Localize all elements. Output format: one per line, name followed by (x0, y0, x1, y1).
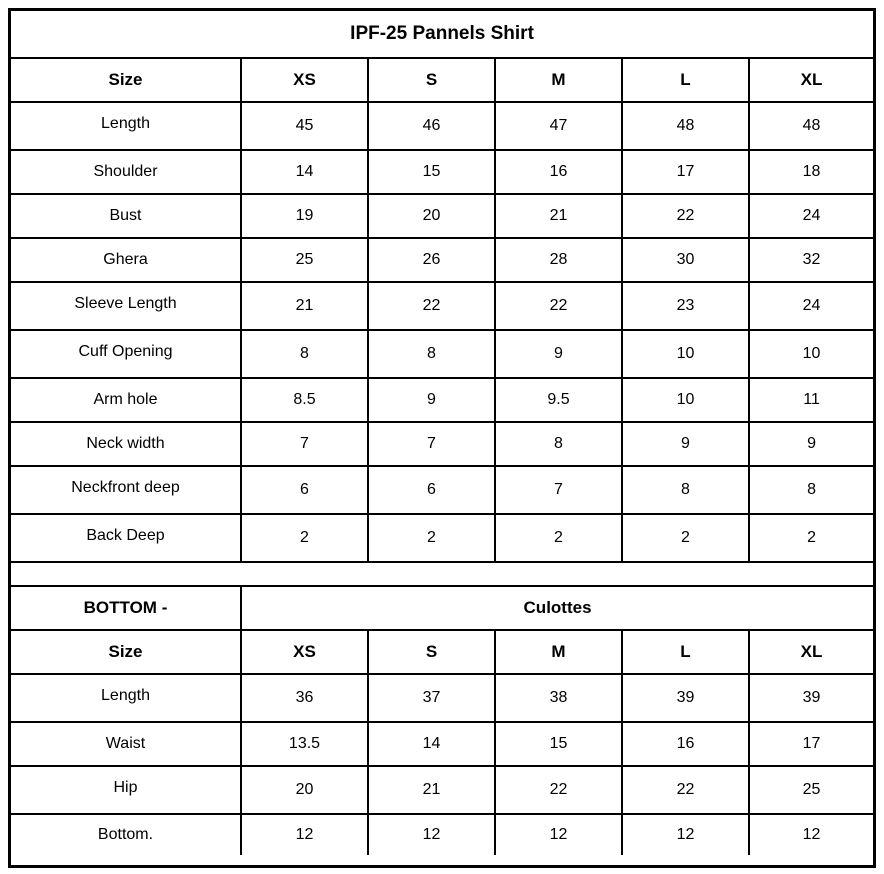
cell-m: 15 (495, 722, 622, 766)
bottom-section-row (11, 586, 873, 630)
row-label: Hip (11, 766, 241, 814)
size-header: Size (11, 630, 241, 674)
spacer-cell (11, 562, 873, 586)
cell-s: 46 (368, 102, 495, 150)
cell-s: 9 (368, 378, 495, 422)
cell-xl: 2 (749, 514, 873, 562)
cell-l: 8 (622, 466, 749, 514)
row-label: Length (11, 674, 241, 722)
cell-l: 48 (622, 102, 749, 150)
cell-l: 23 (622, 282, 749, 330)
section-spacer-row (11, 562, 873, 586)
table-row (11, 766, 873, 814)
chart-title: IPF-25 Pannels Shirt (11, 11, 873, 58)
table-row (11, 514, 873, 562)
cell-m: 22 (495, 282, 622, 330)
table-row (11, 722, 873, 766)
cell-xl: 11 (749, 378, 873, 422)
table-row (11, 282, 873, 330)
cell-xl: 24 (749, 282, 873, 330)
table-row (11, 814, 873, 855)
cell-xs: 8 (241, 330, 368, 378)
cell-xs: 21 (241, 282, 368, 330)
cell-xs: 14 (241, 150, 368, 194)
cell-l: 16 (622, 722, 749, 766)
cell-xl: 48 (749, 102, 873, 150)
row-label: Neckfront deep (11, 466, 241, 514)
cell-xs: 2 (241, 514, 368, 562)
table-row (11, 330, 873, 378)
row-label: Shoulder (11, 150, 241, 194)
size-chart-frame (8, 8, 876, 868)
size-s-header: S (368, 58, 495, 102)
cell-xl: 12 (749, 814, 873, 855)
cell-m: 7 (495, 466, 622, 514)
size-xl-header: XL (749, 58, 873, 102)
table-row (11, 422, 873, 466)
cell-s: 20 (368, 194, 495, 238)
cell-xs: 36 (241, 674, 368, 722)
size-m-header: M (495, 58, 622, 102)
cell-xl: 25 (749, 766, 873, 814)
size-l-header: L (622, 58, 749, 102)
table-row (11, 194, 873, 238)
cell-l: 22 (622, 766, 749, 814)
cell-m: 12 (495, 814, 622, 855)
cell-s: 12 (368, 814, 495, 855)
cell-xl: 39 (749, 674, 873, 722)
cell-s: 14 (368, 722, 495, 766)
row-label: Length (11, 102, 241, 150)
cell-m: 47 (495, 102, 622, 150)
table-row (11, 238, 873, 282)
top-header-row (11, 58, 873, 102)
cell-s: 2 (368, 514, 495, 562)
size-xs-header: XS (241, 630, 368, 674)
table-row (11, 102, 873, 150)
cell-xs: 25 (241, 238, 368, 282)
cell-s: 37 (368, 674, 495, 722)
row-label: Back Deep (11, 514, 241, 562)
cell-xs: 45 (241, 102, 368, 150)
bottom-section-name: Culottes (241, 586, 873, 630)
cell-xs: 12 (241, 814, 368, 855)
cell-s: 15 (368, 150, 495, 194)
table-row (11, 674, 873, 722)
cell-m: 21 (495, 194, 622, 238)
cell-xs: 20 (241, 766, 368, 814)
cell-l: 10 (622, 330, 749, 378)
row-label: Sleeve Length (11, 282, 241, 330)
cell-xs: 7 (241, 422, 368, 466)
cell-xl: 9 (749, 422, 873, 466)
row-label: Neck width (11, 422, 241, 466)
row-label: Ghera (11, 238, 241, 282)
cell-xs: 13.5 (241, 722, 368, 766)
cell-s: 7 (368, 422, 495, 466)
size-chart-table (11, 11, 873, 855)
cell-xl: 17 (749, 722, 873, 766)
cell-xs: 19 (241, 194, 368, 238)
cell-xl: 32 (749, 238, 873, 282)
row-label: Arm hole (11, 378, 241, 422)
cell-m: 9 (495, 330, 622, 378)
size-l-header: L (622, 630, 749, 674)
size-s-header: S (368, 630, 495, 674)
size-xs-header: XS (241, 58, 368, 102)
cell-m: 9.5 (495, 378, 622, 422)
cell-s: 22 (368, 282, 495, 330)
cell-xl: 10 (749, 330, 873, 378)
cell-m: 16 (495, 150, 622, 194)
row-label: Bottom. (11, 814, 241, 855)
cell-s: 6 (368, 466, 495, 514)
bottom-header-row (11, 630, 873, 674)
cell-xs: 8.5 (241, 378, 368, 422)
cell-m: 8 (495, 422, 622, 466)
bottom-section-label: BOTTOM - (11, 586, 241, 630)
cell-m: 28 (495, 238, 622, 282)
cell-m: 2 (495, 514, 622, 562)
cell-l: 39 (622, 674, 749, 722)
table-row (11, 150, 873, 194)
cell-l: 10 (622, 378, 749, 422)
table-row (11, 378, 873, 422)
cell-l: 2 (622, 514, 749, 562)
size-m-header: M (495, 630, 622, 674)
cell-l: 22 (622, 194, 749, 238)
cell-s: 26 (368, 238, 495, 282)
row-label: Bust (11, 194, 241, 238)
cell-l: 30 (622, 238, 749, 282)
cell-l: 12 (622, 814, 749, 855)
cell-l: 17 (622, 150, 749, 194)
cell-l: 9 (622, 422, 749, 466)
size-header: Size (11, 58, 241, 102)
cell-xs: 6 (241, 466, 368, 514)
cell-s: 8 (368, 330, 495, 378)
cell-xl: 24 (749, 194, 873, 238)
cell-xl: 18 (749, 150, 873, 194)
cell-xl: 8 (749, 466, 873, 514)
table-row (11, 466, 873, 514)
cell-m: 22 (495, 766, 622, 814)
row-label: Cuff Opening (11, 330, 241, 378)
size-xl-header: XL (749, 630, 873, 674)
cell-s: 21 (368, 766, 495, 814)
cell-m: 38 (495, 674, 622, 722)
row-label: Waist (11, 722, 241, 766)
